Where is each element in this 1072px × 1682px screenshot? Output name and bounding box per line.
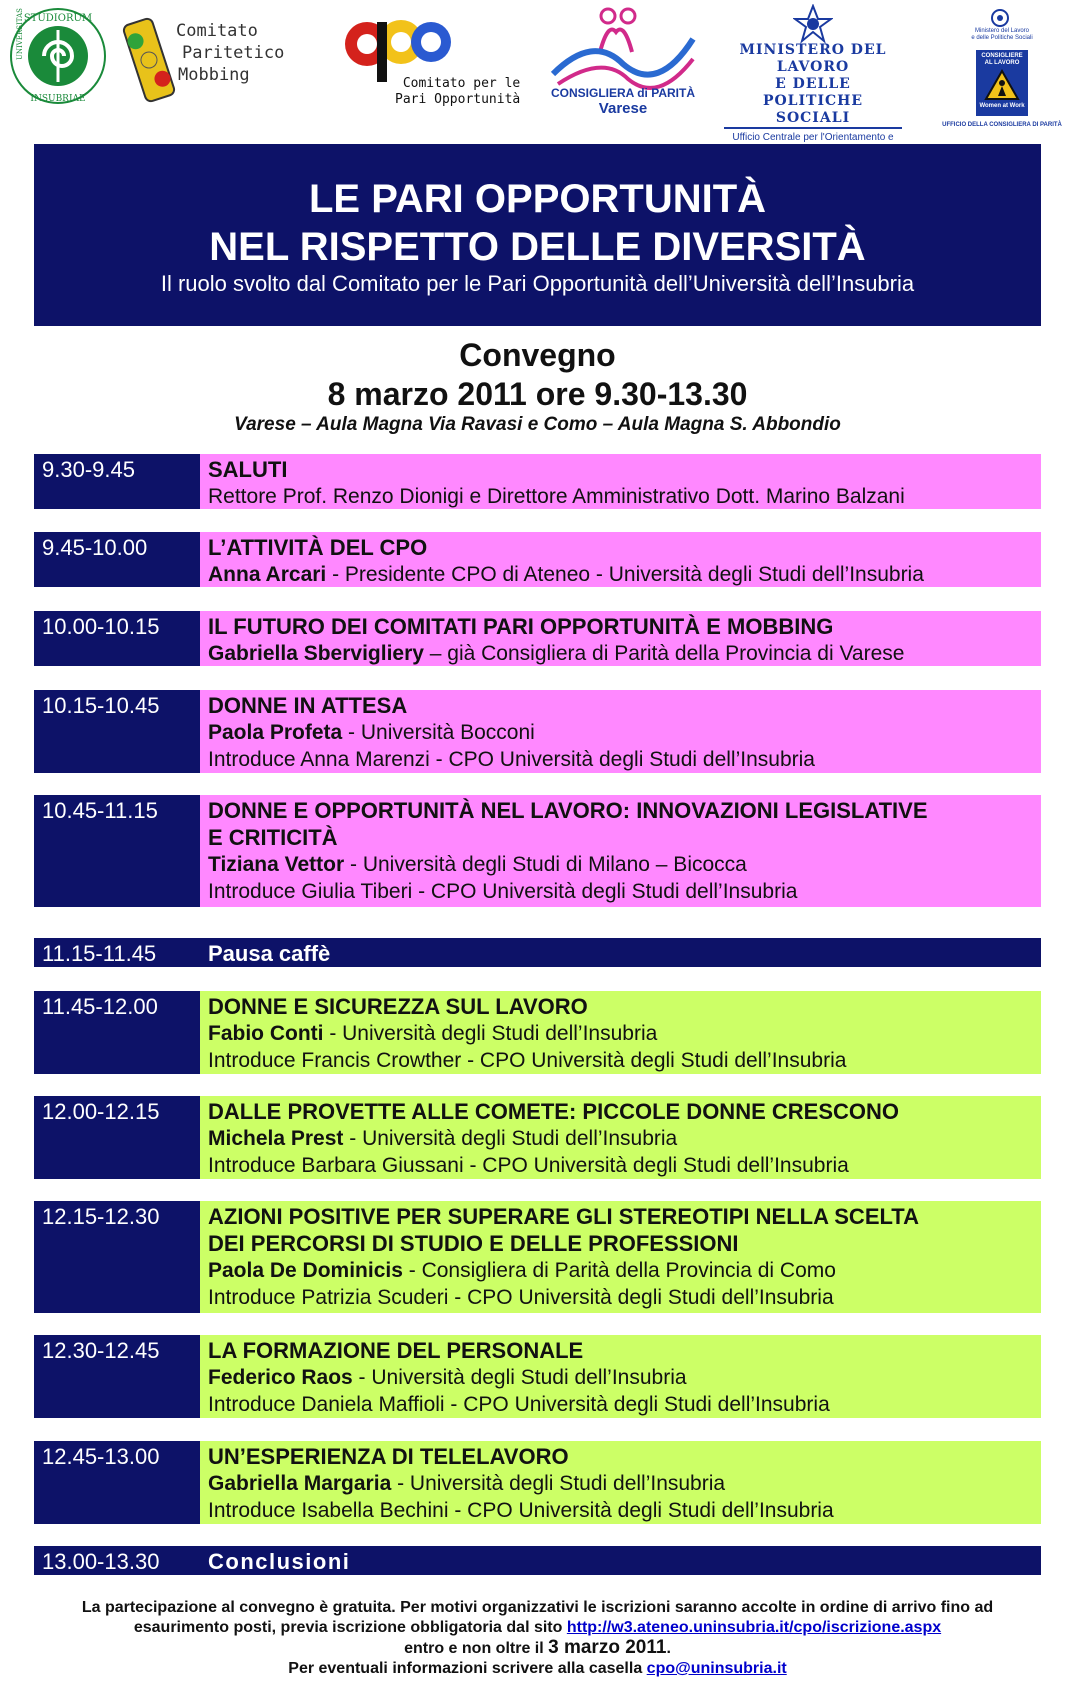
schedule-time: 12.30-12.45 xyxy=(34,1335,200,1418)
schedule-time: 10.00-10.15 xyxy=(34,611,200,666)
schedule-row-formazione-personale xyxy=(34,1335,1041,1418)
schedule-intro: Introduce Giulia Tiberi - CPO Università degli Studi dell’Insubria xyxy=(208,880,798,903)
schedule-body xyxy=(200,1201,1041,1313)
ministero-logo xyxy=(718,4,908,143)
schedule-row-attivita-cpo xyxy=(34,532,1041,587)
speaker-name: Fabio Conti xyxy=(208,1022,324,1045)
speaker-name: Tiziana Vettor xyxy=(208,853,345,876)
consigliera-figures-icon xyxy=(548,4,698,90)
consigliera-line2: Varese xyxy=(598,100,648,117)
right-small-line1: Ministero del Lavoro xyxy=(974,28,1030,34)
schedule-body xyxy=(200,1096,1041,1179)
speaker-name: Paola De Dominicis xyxy=(208,1259,403,1282)
schedule-intro: Introduce Isabella Bechini - CPO Università degli Studi dell’Insubria xyxy=(208,1499,834,1522)
schedule-body xyxy=(200,938,1041,967)
speaker-name: Gabriella Margaria xyxy=(208,1472,392,1495)
schedule-speaker-line xyxy=(208,1125,1041,1152)
banner-title-line2: NEL RISPETTO DELLE DIVERSITÀ xyxy=(209,225,866,269)
schedule-title: Conclusioni xyxy=(208,1549,351,1574)
warning-sign-icon xyxy=(984,69,1020,101)
right-women-text: Women at Work xyxy=(979,103,1025,109)
schedule-time: 13.00-13.30 xyxy=(34,1546,200,1575)
italian-emblem-icon xyxy=(793,4,833,44)
convegno-heading: Convegno xyxy=(459,337,616,373)
schedule-speaker-line xyxy=(208,1364,1041,1391)
schedule-row-donne-in-attesa xyxy=(34,690,1041,773)
speaker-affiliation: – già Consigliera di Parità della Provincia di Varese xyxy=(423,642,905,665)
schedule-intro: Introduce Daniela Maffioli - CPO Università degli Studi dell’Insubria xyxy=(208,1393,830,1416)
cpo-line1: Comitato per le xyxy=(402,76,521,91)
schedule-body xyxy=(200,1441,1041,1524)
footer-line3 xyxy=(34,1638,1041,1659)
schedule-time: 9.45-10.00 xyxy=(34,532,200,587)
speaker-name: Federico Raos xyxy=(208,1366,353,1389)
cpm-logo xyxy=(120,12,300,112)
footer-line3-end: . xyxy=(666,1640,671,1657)
schedule-title: AZIONI POSITIVE PER SUPERARE GLI STEREOTIPI NELLA SCELTA xyxy=(208,1204,919,1229)
schedule-row-futuro-comitati xyxy=(34,611,1041,666)
schedule-line: Rettore Prof. Renzo Dionigi e Direttore Amministrativo Dott. Marino Balzani xyxy=(208,485,905,508)
speaker-name: Michela Prest xyxy=(208,1127,344,1150)
seal-text-left: UNIVERSITAS xyxy=(16,8,24,60)
banner-subtitle: Il ruolo svolto dal Comitato per le Pari Opportunità dell’Università dell’Insubria xyxy=(160,271,915,296)
schedule-speaker-line xyxy=(208,1470,1041,1497)
schedule-title: DONNE IN ATTESA xyxy=(208,693,408,718)
speaker-affiliation: - Università degli Studi dell’Insubria xyxy=(352,1366,687,1389)
schedule-body xyxy=(200,1335,1041,1418)
schedule-time: 11.15-11.45 xyxy=(34,938,200,967)
schedule-row-pausa-caffe xyxy=(34,938,1041,967)
schedule-time: 10.15-10.45 xyxy=(34,690,200,773)
cpm-line3: Mobbing xyxy=(178,65,250,85)
consigliera-logo xyxy=(548,4,698,124)
schedule-title: DONNE E OPPORTUNITÀ NEL LAVORO: INNOVAZIONI LEGISLATIVE xyxy=(208,798,928,823)
schedule-title: SALUTI xyxy=(208,457,288,482)
schedule-row-azioni-positive xyxy=(34,1201,1041,1313)
schedule-intro: Introduce Barbara Giussani - CPO Università degli Studi dell’Insubria xyxy=(208,1154,849,1177)
schedule-speaker-line xyxy=(208,640,1041,667)
small-emblem-icon xyxy=(990,8,1010,28)
schedule-time: 12.45-13.00 xyxy=(34,1441,200,1524)
schedule-speaker-line xyxy=(208,1257,1041,1284)
registration-deadline: 3 marzo 2011 xyxy=(548,1637,667,1658)
footer-line4-text: Per eventuali informazioni scrivere alla casella xyxy=(288,1660,647,1677)
schedule-time: 11.45-12.00 xyxy=(34,991,200,1074)
speaker-name: Gabriella Sbervigliery xyxy=(208,642,424,665)
cpo-letters-icon xyxy=(343,14,453,84)
schedule-row-opportunita-lavoro xyxy=(34,795,1041,907)
schedule-title: L’ATTIVITÀ DEL CPO xyxy=(208,535,428,560)
ministero-line1: MINISTERO DEL LAVORO xyxy=(739,42,887,75)
registration-link[interactable]: http://w3.ateneo.uninsubria.it/cpo/iscrizione.aspx xyxy=(566,1619,942,1636)
schedule-title-cont: DEI PERCORSI DI STUDIO E DELLE PROFESSIONI xyxy=(208,1231,739,1256)
convegno-date: 8 marzo 2011 ore 9.30-13.30 xyxy=(327,376,748,412)
footer-line4 xyxy=(34,1659,1041,1679)
speaker-name: Anna Arcari xyxy=(208,563,327,586)
schedule-time: 10.45-11.15 xyxy=(34,795,200,907)
logos-row xyxy=(0,0,1072,143)
speaker-affiliation: - Università degli Studi dell’Insubria xyxy=(343,1127,678,1150)
schedule-speaker-line xyxy=(208,1020,1041,1047)
schedule-time: 12.00-12.15 xyxy=(34,1096,200,1179)
speaker-affiliation: - Università degli Studi di Milano – Bicocca xyxy=(344,853,747,876)
schedule-body xyxy=(200,454,1041,509)
insubria-seal-logo xyxy=(8,6,108,106)
schedule-body xyxy=(200,795,1041,907)
cpo-line2: Pari Opportunità xyxy=(395,92,521,107)
schedule-body xyxy=(200,611,1041,666)
schedule-body xyxy=(200,991,1041,1074)
title-banner xyxy=(34,144,1041,326)
schedule-title: Pausa caffè xyxy=(208,941,331,966)
schedule-speaker-line xyxy=(208,719,1041,746)
schedule-time: 12.15-12.30 xyxy=(34,1201,200,1313)
speaker-affiliation: - Università degli Studi dell’Insubria xyxy=(323,1022,658,1045)
seal-text-bottom: INSUBRIAE xyxy=(30,94,86,104)
schedule-row-saluti xyxy=(34,454,1041,509)
right-box-line1: CONSIGLIERE xyxy=(981,53,1023,59)
schedule-intro: Introduce Francis Crowther - CPO Università degli Studi dell’Insubria xyxy=(208,1049,847,1072)
ufficio-consigliera-logo xyxy=(942,8,1062,133)
footer-line2 xyxy=(34,1618,1041,1638)
schedule-title: DALLE PROVETTE ALLE COMETE: PICCOLE DONNE CRESCONO xyxy=(208,1099,899,1124)
footer-line3-text: entro e non oltre il xyxy=(404,1640,549,1657)
ministero-line2: E DELLE POLITICHE SOCIALI xyxy=(724,76,902,129)
consigliera-line1: CONSIGLIERA di PARITÀ xyxy=(551,86,695,100)
schedule-speaker-line xyxy=(208,561,1041,588)
schedule-title: IL FUTURO DEI COMITATI PARI OPPORTUNITÀ E MOBBING xyxy=(208,614,834,639)
footer-line2-text: esaurimento posti, previa iscrizione obbligatoria dal sito xyxy=(133,1619,567,1636)
speaker-affiliation: - Università Bocconi xyxy=(342,721,535,744)
cpm-line2: Paritetico xyxy=(182,43,285,63)
schedule-body xyxy=(200,690,1041,773)
schedule-title-cont: E CRITICITÀ xyxy=(208,825,338,850)
schedule-row-provette-comete xyxy=(34,1096,1041,1179)
schedule-title: LA FORMAZIONE DEL PERSONALE xyxy=(208,1338,584,1363)
registration-footer xyxy=(34,1598,1041,1679)
speaker-affiliation: - Presidente CPO di Ateneo - Università degli Studi dell’Insubria xyxy=(326,563,924,586)
speaker-name: Paola Profeta xyxy=(208,721,343,744)
schedule-title: UN’ESPERIENZA DI TELELAVORO xyxy=(208,1444,569,1469)
schedule-time: 9.30-9.45 xyxy=(34,454,200,509)
speaker-affiliation: - Università degli Studi dell’Insubria xyxy=(391,1472,726,1495)
cpo-logo xyxy=(343,14,523,112)
schedule-row-telelavoro xyxy=(34,1441,1041,1524)
schedule-intro: Introduce Anna Marenzi - CPO Università degli Studi dell’Insubria xyxy=(208,748,815,771)
speaker-affiliation: - Consigliera di Parità della Provincia di Como xyxy=(402,1259,836,1282)
schedule-row-conclusioni xyxy=(34,1546,1041,1575)
schedule-row-sicurezza-lavoro xyxy=(34,991,1041,1074)
contact-email-link[interactable]: cpo@uninsubria.it xyxy=(646,1660,787,1677)
right-small-line2: e delle Politiche Sociali xyxy=(971,35,1033,41)
schedule-body xyxy=(200,1546,1041,1575)
right-footer-text: UFFICIO DELLA CONSIGLIERA DI PARITÀ xyxy=(942,122,1062,128)
ministero-line3: Ufficio Centrale per l'Orientamento e xyxy=(732,132,894,143)
schedule-speaker-line xyxy=(208,851,1041,878)
footer-line1: La partecipazione al convegno è gratuita. Per motivi organizzativi le iscrizioni saranno accolte in ordine di arrivo fino ad xyxy=(81,1599,994,1616)
convegno-venue: Varese – Aula Magna Via Ravasi e Como – Aula Magna S. Abbondio xyxy=(234,414,841,435)
traffic-light-icon xyxy=(120,12,182,108)
schedule-body xyxy=(200,532,1041,587)
right-box-line2: AL LAVORO xyxy=(984,60,1020,66)
schedule-intro: Introduce Patrizia Scuderi - CPO Università degli Studi dell’Insubria xyxy=(208,1286,834,1309)
seal-text-top: STUDIORUM xyxy=(23,13,93,24)
schedule-title: DONNE E SICUREZZA SUL LAVORO xyxy=(208,994,588,1019)
cpm-line1: Comitato xyxy=(176,21,258,41)
banner-title-line1: LE PARI OPPORTUNITÀ xyxy=(308,177,767,221)
